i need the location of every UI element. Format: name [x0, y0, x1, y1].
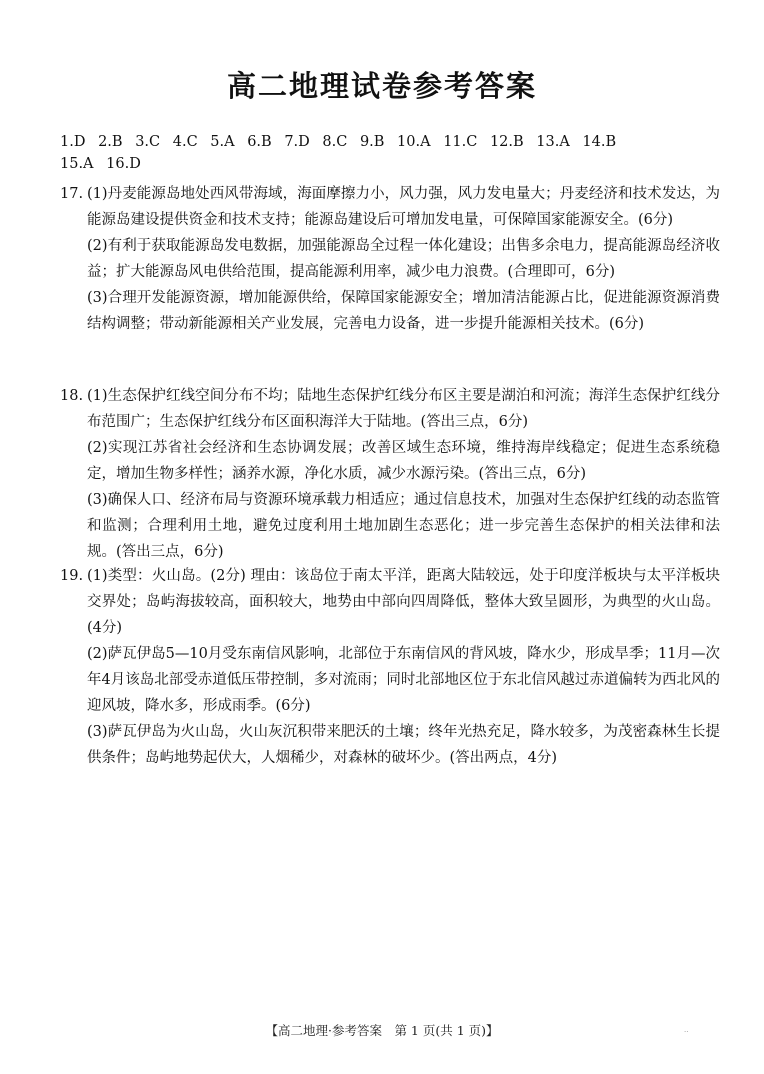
mc-answer: 3.C: [135, 134, 161, 150]
answer-part-2: (2)实现江苏省社会经济和生态协调发展；改善区域生态环境，维持海岸线稳定；促进生态系统稳定，增加生物多样性；涵养水源，净化水质，减少水源污染。(答出三点，6分): [87, 440, 720, 482]
mc-answer: 15.A: [60, 156, 94, 172]
mc-answer: 9.B: [359, 134, 385, 150]
mc-line-1: [60, 131, 710, 153]
question-19: [60, 563, 720, 771]
answer-part-3: (3)萨瓦伊岛为火山岛，火山灰沉积带来肥沃的土壤；终年光热充足，降水较多，为茂密森林生长提供条件；岛屿地势起伏大，人烟稀少，对森林的破坏少。(答出两点，4分): [87, 724, 720, 766]
question-number: 19.: [60, 568, 84, 584]
multiple-choice-answers: [60, 131, 710, 175]
question-18: [60, 383, 720, 565]
mc-answer: 5.A: [210, 134, 235, 150]
answer-part-2: (2)萨瓦伊岛5—10月受东南信风影响，北部位于东南信风的背风坡，降水少，形成旱季；11月—次年4月该岛北部受赤道低压带控制，多对流雨；同时北部地区位于东北信风越过赤道偏转为西北风的迎风坡，降水多，形成雨季。(6分): [87, 646, 720, 714]
answer-part-3: (3)合理开发能源资源，增加能源供给，保障国家能源安全；增加清洁能源占比，促进能源资源消费结构调整；带动新能源相关产业发展，完善电力设备，进一步提升能源相关技术。(6分): [87, 290, 720, 332]
mc-answer: 1.D: [60, 134, 86, 150]
mc-answer: 16.D: [106, 156, 141, 172]
mc-answer: 14.B: [582, 134, 617, 150]
mc-answer: 12.B: [489, 134, 524, 150]
answer-part-1: (1)丹麦能源岛地处西风带海域，海面摩擦力小，风力强，风力发电量大；丹麦经济和技术发达，为能源岛建设提供资金和技术支持；能源岛建设后可增加发电量，可保障国家能源安全。(6分): [87, 186, 720, 228]
page-footer: 【高二地理·参考答案 第 1 页(共 1 页)】: [265, 1023, 499, 1038]
mc-answer: 10.A: [397, 134, 431, 150]
question-number: 17.: [60, 186, 84, 202]
answer-part-1: (1)类型：火山岛。(2分) 理由：该岛位于南太平洋，距离大陆较远，处于印度洋板块与太平洋板块交界处；岛屿海拔较高，面积较大，地势由中部向四周降低，整体大致呈圆形，为典型的火山岛。(4分): [87, 568, 720, 636]
mc-answer: 7.D: [284, 134, 310, 150]
mc-line-2: [60, 153, 710, 175]
answer-part-1: (1)生态保护红线空间分布不均；陆地生态保护红线分布区主要是湖泊和河流；海洋生态保护红线分布范围广；生态保护红线分布区面积海洋大于陆地。(答出三点，6分): [87, 388, 720, 430]
scan-mark: ··: [684, 1028, 689, 1036]
question-17: [60, 181, 720, 337]
mc-answer: 8.C: [322, 134, 348, 150]
answer-part-3: (3)确保人口、经济布局与资源环境承载力相适应；通过信息技术，加强对生态保护红线的动态监管和监测；合理利用土地，避免过度利用土地加剧生态恶化；进一步完善生态保护的相关法律和法规。(答出三点，6分): [87, 492, 720, 560]
mc-answer: 6.B: [247, 134, 272, 150]
answer-part-2: (2)有利于获取能源岛发电数据，加强能源岛全过程一体化建设；出售多余电力，提高能源岛经济收益；扩大能源岛风电供给范围，提高能源利用率，减少电力浪费。(合理即可，6分): [87, 238, 720, 280]
mc-answer: 13.A: [536, 134, 570, 150]
mc-answer: 4.C: [172, 134, 198, 150]
mc-answer: 2.B: [98, 134, 123, 150]
page-title: 高二地理试卷参考答案: [226, 69, 537, 103]
mc-answer: 11.C: [443, 134, 478, 150]
question-number: 18.: [60, 388, 84, 404]
